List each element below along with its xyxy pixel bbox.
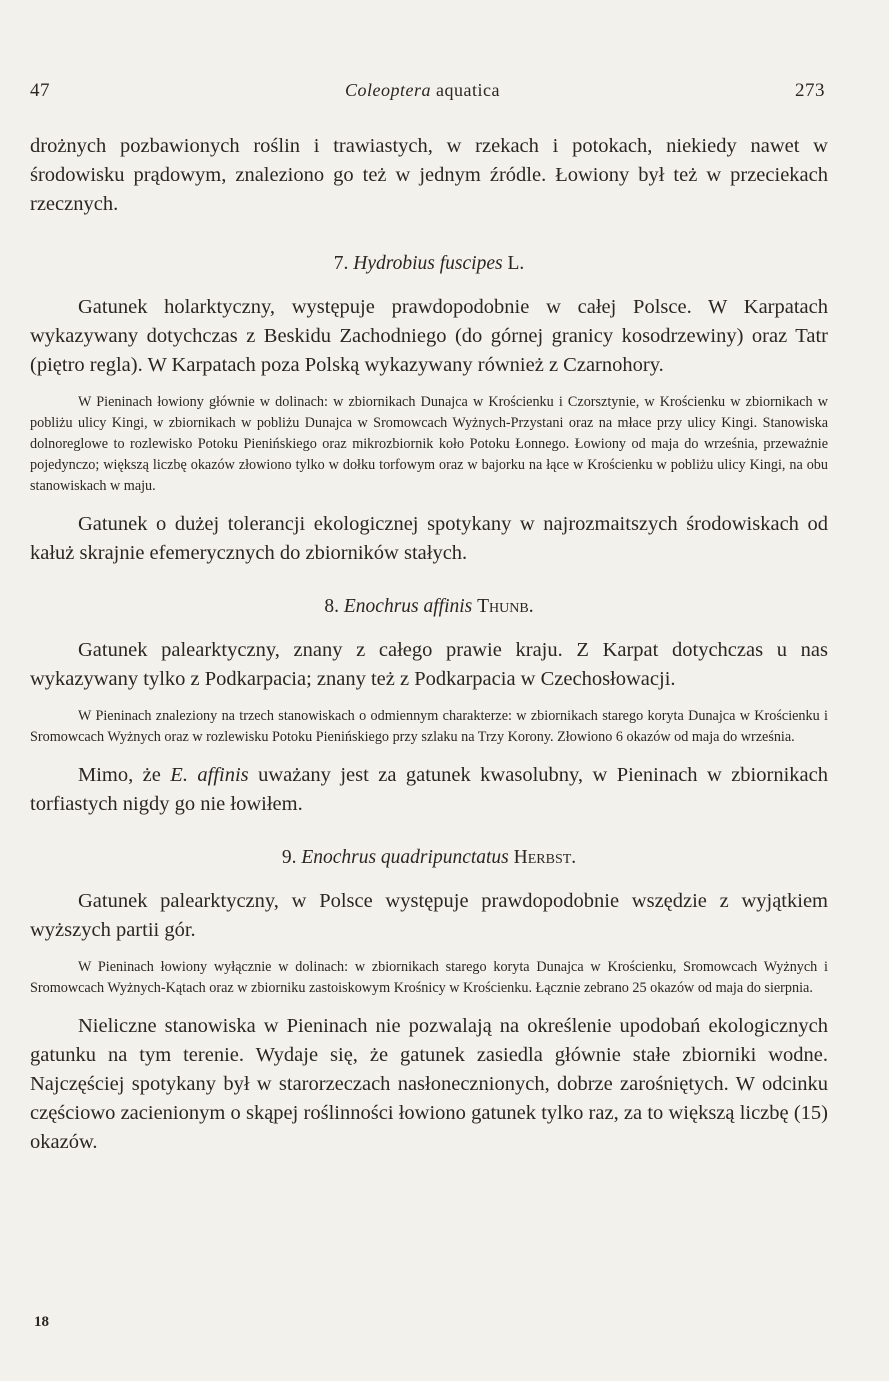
species-author: Herbst. xyxy=(513,847,577,868)
species-author: Thunb. xyxy=(477,596,534,617)
species-number: 7. xyxy=(333,253,349,274)
paragraph-distribution-9: Gatunek palearktyczny, w Polsce występuje prawdopodobnie wszędzie z wyjątkiem wyższych partii gór. xyxy=(30,890,828,941)
species-name: Enochrus quadripunctatus xyxy=(301,847,509,868)
signature-mark: 18 xyxy=(34,1314,49,1330)
paragraph-ecology-9: Nieliczne stanowiska w Pieninach nie pozwalają na określenie upodobań ekologicznych gatunku na tym terenie. Wydaje się, że gatunek zasiedla głównie stałe zbiorniki wodne. Najczęściej spotykany był w starorzeczach nasłonecznionych, dobrze zarośniętych. W odcinku częściowo zacienionym o skąpej roślinności łowiono gatunek tylko raz, za to większą liczbę (15) okazów. xyxy=(30,1015,828,1153)
paragraph-localities-8: W Pieninach znaleziony na trzech stanowiskach o odmiennym charakterze: w zbiornikach starego koryta Dunajca w Krościenku i Sromowcach Wyżnych oraz w rozlewisku Potoku Pienińskiego przy szlaku na Trzy Korony. Złowiono 6 okazów od maja do września. xyxy=(30,708,828,745)
running-header xyxy=(30,80,825,102)
species-number: 9. xyxy=(281,847,297,868)
running-title-italic: Coleoptera xyxy=(345,80,432,100)
paragraph-localities-7: W Pieninach łowiony głównie w dolinach: w zbiornikach Dunajca w Krościenku i Czorsztynie, w Krościenku w zbiornikach w pobliżu ulicy Kingi, w zbiornikach w pobliżu Dunajca w Sromowcach Wyżnych-Przystani oraz na młace przy ulicy Kingi. Stanowiska dolnoreglowe to rozlewisko Potoku Pienińskiego oraz mikrozbiornik koło Potoku Łonnego. Łowiony od maja do września, przeważnie pojedynczo; większą liczbę okazów złowiono tylko w dołku torfowym oraz w bajorku na łące w Krościenku w pobliżu ulicy Kingi, na obu stanowiskach w maju. xyxy=(30,394,828,494)
paragraph-ecology-7: Gatunek o dużej tolerancji ekologicznej spotykany w najrozmaitszych środowiskach od kałuż skrajnie efemerycznych do zbiorników stałych. xyxy=(30,513,828,564)
species-name: Hydrobius fuscipes xyxy=(353,253,503,274)
paragraph-localities-9: W Pieninach łowiony wyłącznie w dolinach: w zbiornikach starego koryta Dunajca w Krościenku, Sromowcach Wyżnych i Sromowcach Wyżnych-Kątach oraz w zbiorniku zastoiskowym Krośnicy w Krościenku. Łącznie zebrano 25 okazów od maja do sierpnia. xyxy=(30,959,828,996)
species-abbrev: E. affinis xyxy=(170,764,249,786)
species-heading-7 xyxy=(30,250,828,278)
ecology-8-pre: Mimo, że xyxy=(78,764,171,786)
paragraph-continuation: drożnych pozbawionych roślin i trawiastych, w rzekach i potokach, niekiedy nawet w środowisku prądowym, znaleziono go też w jednym źródle. Łowiony był też w przeciekach rzecznych. xyxy=(30,135,828,215)
header-left-number: 47 xyxy=(30,80,50,101)
running-title-rest: aquatica xyxy=(436,80,500,100)
species-heading-8 xyxy=(30,593,828,621)
page-body xyxy=(30,132,828,1157)
running-title xyxy=(345,80,500,101)
paragraph-distribution-7: Gatunek holarktyczny, występuje prawdopodobnie w całej Polsce. W Karpatach wykazywany dotychczas z Beskidu Zachodniego (do górnej granicy kosodrzewiny) oraz Tatr (piętro regla). W Karpatach poza Polską wykazywany również z Czarnohory. xyxy=(30,296,828,376)
page-number: 273 xyxy=(795,80,825,101)
ecology-8-post: uważany jest za gatunek kwasolubny, w Pieninach w zbiornikach torfiastych nigdy go nie łowiłem. xyxy=(30,764,828,815)
species-name: Enochrus affinis xyxy=(343,596,473,617)
species-author: L. xyxy=(507,253,525,274)
paragraph-distribution-8: Gatunek palearktyczny, znany z całego prawie kraju. Z Karpat dotychczas u nas wykazywany tylko z Podkarpacia; znany też z Podkarpacia w Czechosłowacji. xyxy=(30,639,828,690)
species-heading-9 xyxy=(30,844,828,872)
species-number: 8. xyxy=(324,596,339,617)
paragraph-ecology-8 xyxy=(30,761,828,819)
